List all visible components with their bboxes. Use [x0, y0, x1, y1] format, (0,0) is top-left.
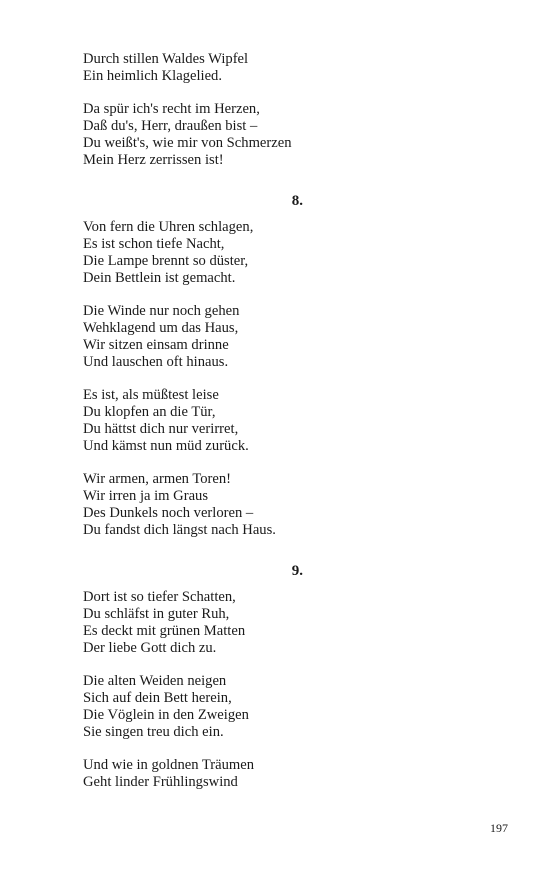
verse-line: Wir irren ja im Graus — [83, 487, 209, 504]
verse-line: Es deckt mit grünen Matten — [83, 622, 246, 639]
verse-line: Wehklagend um das Haus, — [83, 319, 239, 336]
verse-line: Die alten Weiden neigen — [83, 673, 227, 689]
section-number: 8. — [291, 193, 303, 209]
verse-line: Du hättst dich nur verirret, — [83, 420, 239, 437]
verse-line: Sie singen treu dich ein. — [83, 723, 224, 740]
verse-line: Du weißt's, wie mir von Schmerzen — [83, 134, 292, 151]
verse-line: Von fern die Uhren schlagen, — [83, 219, 254, 235]
stanza — [83, 757, 463, 791]
verse-line: Und lauschen oft hinaus. — [83, 353, 229, 370]
stanza — [83, 51, 463, 85]
verse-line: Der liebe Gott dich zu. — [83, 639, 217, 656]
stanza — [83, 673, 463, 741]
verse-line: Wir sitzen einsam drinne — [83, 336, 229, 353]
verse-line: Die Winde nur noch gehen — [83, 303, 240, 319]
section-number: 9. — [291, 563, 303, 579]
verse-line: Geht linder Frühlingswind — [83, 773, 238, 790]
stanza — [83, 303, 463, 371]
stanza — [83, 589, 463, 657]
page-number: 197 — [490, 821, 508, 835]
verse-line: Wir armen, armen Toren! — [83, 471, 232, 487]
verse-line: Durch stillen Waldes Wipfel — [83, 51, 249, 67]
verse-line: Die Vöglein in den Zweigen — [83, 706, 249, 723]
verse-line: Daß du's, Herr, draußen bist – — [83, 117, 258, 134]
verse-line: Dort ist so tiefer Schatten, — [83, 589, 236, 605]
verse-line: Sich auf dein Bett herein, — [83, 689, 232, 706]
verse-line: Die Lampe brennt so düster, — [83, 252, 249, 269]
verse-line: Ein heimlich Klagelied. — [83, 67, 223, 84]
verse-line: Dein Bettlein ist gemacht. — [83, 269, 236, 286]
verse-line: Da spür ich's recht im Herzen, — [83, 101, 260, 117]
verse-line: Des Dunkels noch verloren – — [83, 504, 254, 521]
verse-line: Es ist, als müßtest leise — [83, 387, 219, 403]
stanza — [83, 219, 463, 287]
verse-line: Und wie in goldnen Träumen — [83, 757, 255, 773]
verse-line: Du fandst dich längst nach Haus. — [83, 521, 276, 538]
verse-line: Du klopfen an die Tür, — [83, 403, 216, 420]
verse-line: Du schläfst in guter Ruh, — [83, 605, 230, 622]
verse-line: Mein Herz zerrissen ist! — [83, 151, 224, 168]
stanza — [83, 471, 463, 539]
stanza — [83, 101, 463, 169]
stanza — [83, 387, 463, 455]
verse-line: Und kämst nun müd zurück. — [83, 437, 249, 454]
verse-line: Es ist schon tiefe Nacht, — [83, 235, 225, 252]
